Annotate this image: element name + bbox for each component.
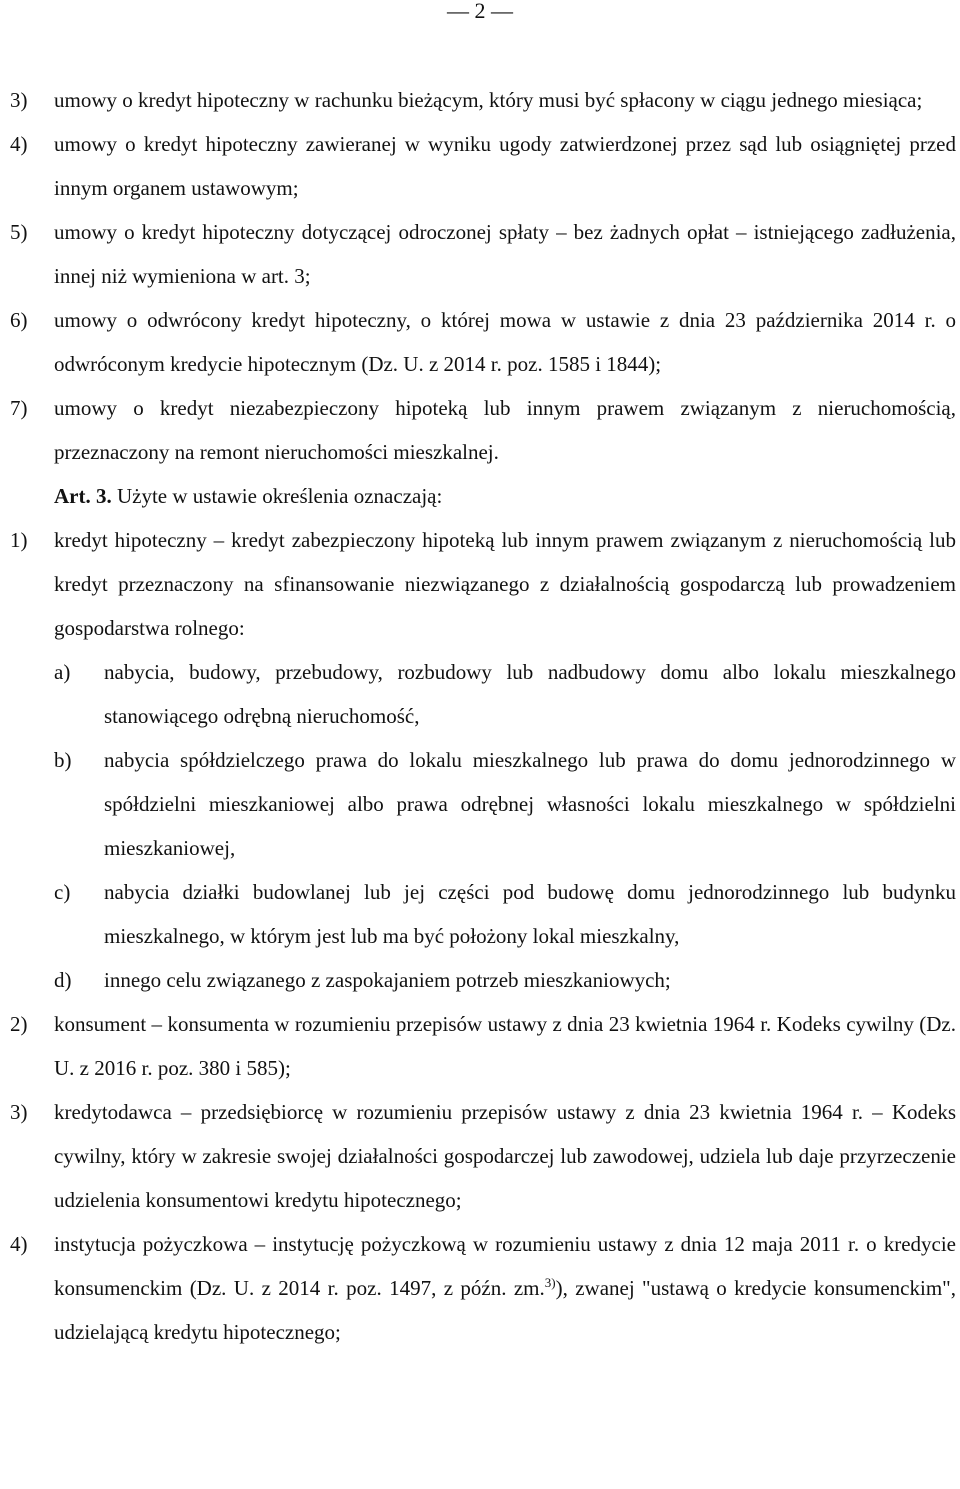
page-number <box>0 0 960 22</box>
sub-item-letter: c) <box>54 880 71 904</box>
sub-item <box>10 650 956 738</box>
page-number-value: 2 <box>474 0 486 23</box>
sub-item-text: nabycia spółdzielczego prawa do lokalu mieszkalnego lub prawa do domu jednorodzinnego w spółdzielni mieszkaniowej albo prawa odrębnej własności lokalu mieszkalnego w spółdzielni mieszkaniowej, <box>104 748 956 860</box>
article-label: Art. 3. <box>54 484 112 508</box>
item-text: umowy o kredyt niezabezpieczony hipoteką lub innym prawem związanym z nieruchomością, przeznaczony na remont nieruchomości mieszkalnej. <box>54 396 956 464</box>
sub-item-letter: a) <box>54 660 71 684</box>
definition-item <box>10 518 956 650</box>
sub-item-text: nabycia działki budowlanej lub jej części pod budowę domu jednorodzinnego lub budynku mieszkalnego, w którym jest lub ma być położony lokal mieszkalny, <box>104 880 956 948</box>
item-number: 4) <box>10 1232 28 1256</box>
definition-item <box>10 1002 956 1090</box>
definition-item <box>10 1222 956 1354</box>
item-text: kredytodawca – przedsiębiorcę w rozumieniu przepisów ustawy z dnia 23 kwietnia 1964 r. – Kodeks cywilny, który w zakresie swojej działalności gospodarczej lub zawodowej, udziela lub daje przyrzeczenie udzielenia konsumentowi kredytu hipotecznego; <box>54 1100 956 1212</box>
item-text: umowy o kredyt hipoteczny zawieranej w wyniku ugody zatwierdzonej przez sąd lub osiągniętej przed innym organem ustawowym; <box>54 132 956 200</box>
sub-item <box>10 738 956 870</box>
sub-item <box>10 958 956 1002</box>
item-number: 1) <box>10 528 28 552</box>
list-item <box>10 210 956 298</box>
list-item <box>10 122 956 210</box>
footnote-reference[interactable]: 3) <box>544 1275 556 1290</box>
item-text: konsument – konsumenta w rozumieniu przepisów ustawy z dnia 23 kwietnia 1964 r. Kodeks cywilny (Dz. U. z 2016 r. poz. 380 i 585); <box>54 1012 956 1080</box>
item-text-before: instytucja pożyczkowa – instytucję pożyczkową w rozumieniu ustawy z dnia 12 maja 2011 r. o kredycie konsumenckim (Dz. U. z 2014 r. poz. 1497, z późn. zm. <box>54 1232 956 1300</box>
article-intro: Użyte w ustawie określenia oznaczają: <box>116 484 443 508</box>
item-number: 4) <box>10 132 28 156</box>
sub-item-text: nabycia, budowy, przebudowy, rozbudowy lub nadbudowy domu albo lokalu mieszkalnego stanowiącego odrębną nieruchomość, <box>104 660 956 728</box>
item-number: 3) <box>10 1100 28 1124</box>
definition-item <box>10 1090 956 1222</box>
item-text: umowy o odwrócony kredyt hipoteczny, o której mowa w ustawie z dnia 23 października 2014 r. o odwróconym kredycie hipotecznym (Dz. U. z 2014 r. poz. 1585 i 1844); <box>54 308 956 376</box>
page-number-dash-right: — <box>491 0 513 23</box>
sub-item-text: innego celu związanego z zaspokajaniem potrzeb mieszkaniowych; <box>104 968 671 992</box>
item-number: 2) <box>10 1012 28 1036</box>
item-text-after: ), zwanej "ustawą o kredycie konsumenckim", udzielającą kredytu hipotecznego; <box>54 1276 956 1344</box>
list-item <box>10 298 956 386</box>
article-heading <box>10 474 956 518</box>
item-text: umowy o kredyt hipoteczny dotyczącej odroczonej spłaty – bez żadnych opłat – istniejącego zadłużenia, innej niż wymieniona w art. 3; <box>54 220 956 288</box>
item-number: 7) <box>10 396 28 420</box>
page-number-dash-left: — <box>447 0 469 23</box>
list-item <box>10 78 956 122</box>
document-body <box>10 78 956 1354</box>
sub-item <box>10 870 956 958</box>
item-number: 6) <box>10 308 28 332</box>
item-number: 3) <box>10 88 28 112</box>
item-text: umowy o kredyt hipoteczny w rachunku bieżącym, który musi być spłacony w ciągu jednego miesiąca; <box>54 88 923 112</box>
list-item <box>10 386 956 474</box>
item-number: 5) <box>10 220 28 244</box>
item-text: kredyt hipoteczny – kredyt zabezpieczony hipoteką lub innym prawem związanym z nieruchomością lub kredyt przeznaczony na sfinansowanie niezwiązanego z działalnością gospodarczą lub prowadzeniem gospodarstwa rolnego: <box>54 528 956 640</box>
sub-item-letter: d) <box>54 968 72 992</box>
sub-item-letter: b) <box>54 748 72 772</box>
